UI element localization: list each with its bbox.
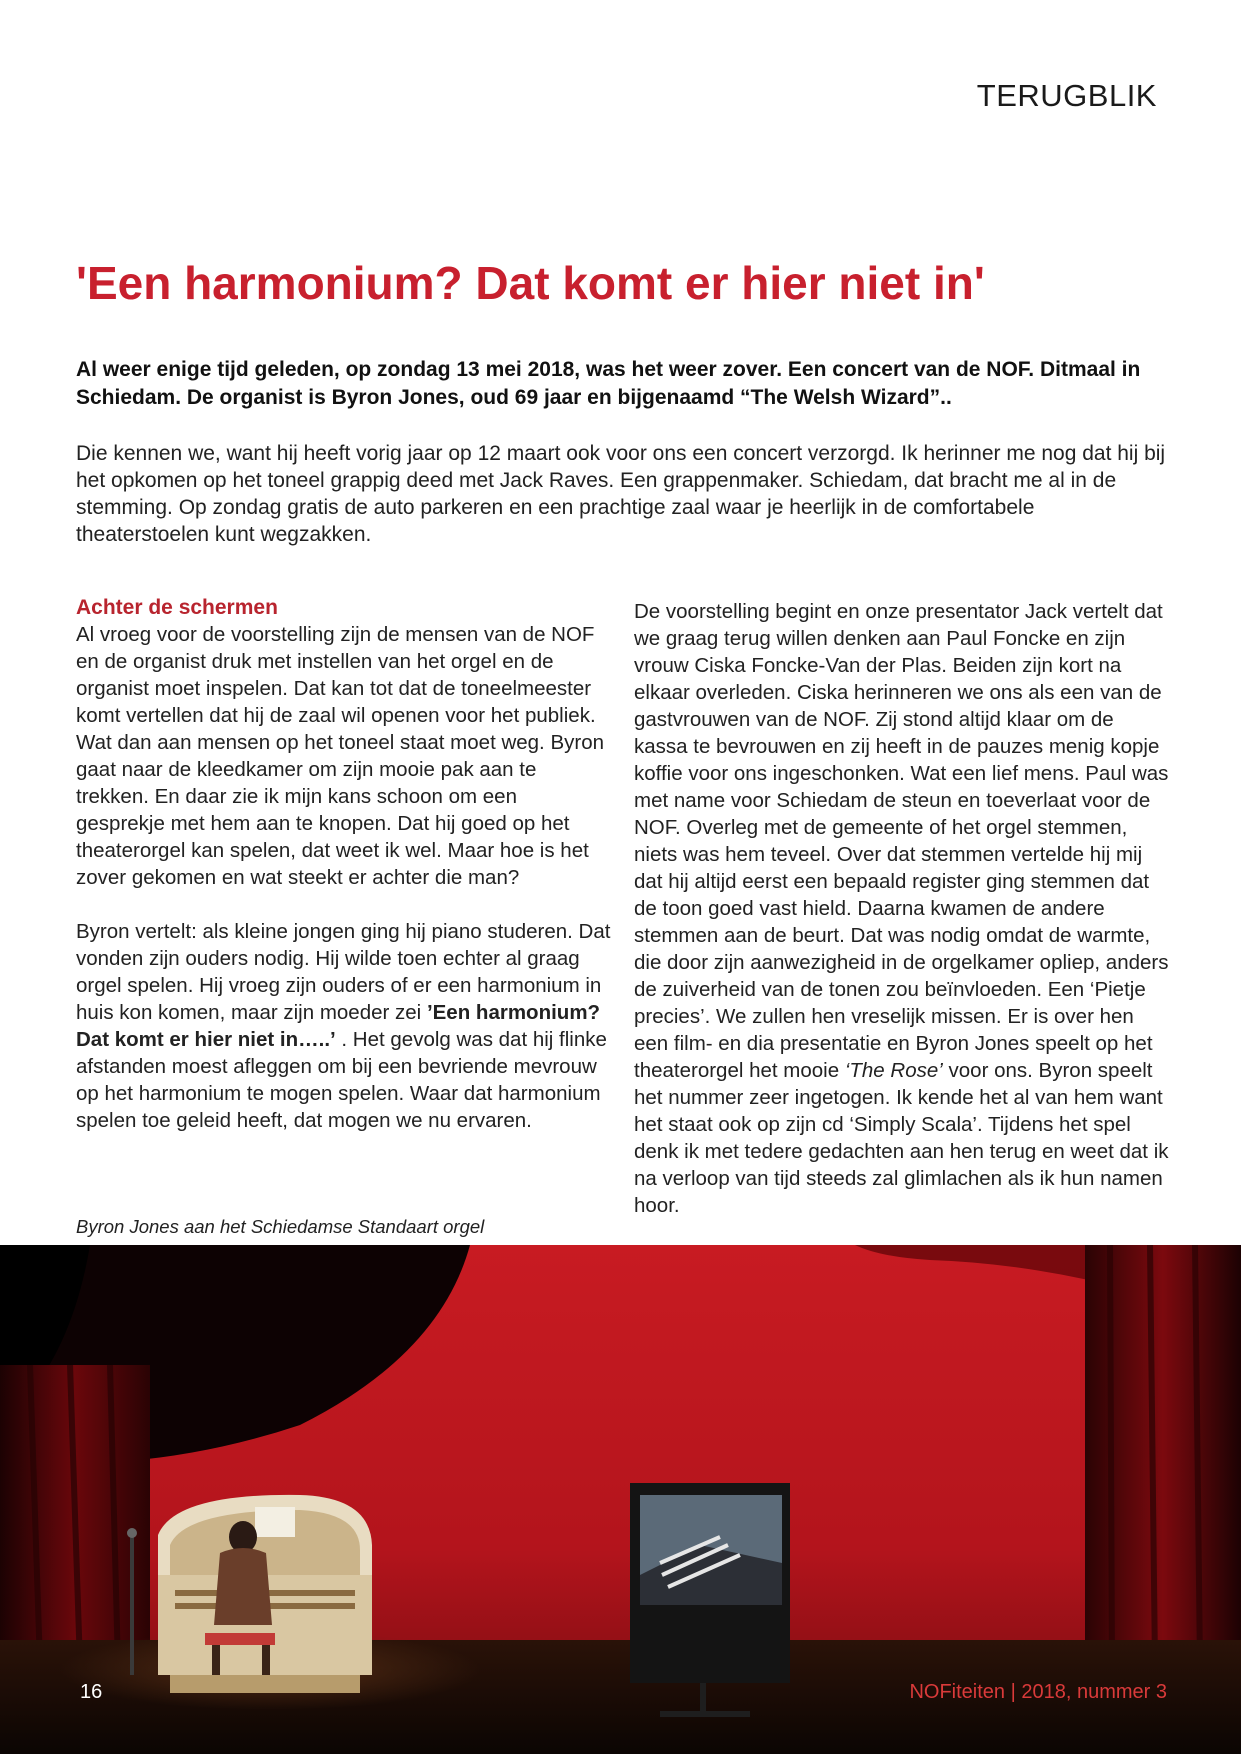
section-label: TERUGBLIK [976,78,1157,113]
page-number: 16 [80,1681,103,1703]
left-paragraph-2 [76,918,611,1134]
projection-screen [630,1483,790,1717]
article-lead: Die kennen we, want hij heeft vorig jaar op 12 maart ook voor ons een concert verzorgd. Ik herinner me nog dat hij bij het opkomen op het toneel grappig deed met Jack Raves. Een grappenmaker. Schiedam, dat bracht me al in de stemming. Op zondag gratis de auto parkeren en een prachtige zaal waar je heerlijk in de comfortabele theaterstoelen kunt wegzakken. [76,442,1166,546]
left-paragraph-1: Al vroeg voor de voorstelling zijn de mensen van de NOF en de organist druk met instellen van het orgel en de organist moet inspelen. Dat kan tot dat de toneelmeester komt vertellen dat hij de zaal wil openen voor het publiek. Wat dan aan mensen op het toneel staat moet weg. Byron gaat naar de kleedkamer om zijn mooie pak aan te trekken. En daar zie ik mijn kans schoon om een gesprekje met hem aan te knopen. Dat hij goed op het theaterorgel kan spelen, dat weet ik wel. Maar hoe is het zover gekomen en wat steekt er achter die man? [76,623,605,889]
right-paragraph [634,598,1169,1219]
article-title: 'Een harmonium? Dat komt er hier niet in' [76,257,985,309]
left-column [76,594,611,1161]
left-paragraph-2-start: Byron vertelt: als kleine jongen ging hij piano studeren. Dat vonden zijn ouders nodig. Hij wilde toen echter al graag orgel spelen. Hij vroeg zijn ouders of er een harmonium in huis kon komen, maar zijn moeder zei [76,920,611,1024]
right-paragraph-end: voor ons. Byron speelt het nummer zeer ingetogen. Ik kende het al van hem want het staat ook op zijn cd ‘Simply Scala’. Tijdens het spel denk ik met tedere gedachten aan hen terug en weet dat ik na verloop van tijd steeds zal glimlachen als ik hun namen hoor. [634,1059,1169,1217]
stage-photo [0,1245,1241,1754]
subheading: Achter de schermen [76,596,278,619]
song-title: ‘The Rose’ [844,1059,943,1082]
article-intro: Al weer enige tijd geleden, op zondag 13 mei 2018, was het weer zover. Een concert van de NOF. Ditmaal in Schiedam. De organist is Byron Jones, oud 69 jaar en bijgenaamd “The Welsh Wizard”.. [76,358,1141,409]
harmonium-quote: ’Een harmonium? Dat komt er hier niet in…..’ [76,1001,601,1051]
right-paragraph-start: De voorstelling begint en onze presentator Jack vertelt dat we graag terug willen denken aan Paul Foncke en zijn vrouw Ciska Foncke-Van der Plas. Beiden zijn kort na elkaar overleden. Ciska herinneren we ons als een van de gastvrouwen van de NOF. Zij stond altijd klaar om de kassa te bevrouwen en zij heeft in de pauzes menig kopje koffie voor ons ingeschonken. Wat een lief mens. Paul was met name voor Schiedam de steun en toeverlaat voor de NOF. Overleg met de gemeente of het orgel stemmen, niets was hem teveel. Over dat stemmen vertelde hij mij dat hij altijd eerst een bepaald register ging stemmen dat de toon goed vast hield. Daarna kwamen de andere stemmen aan de beurt. Dat was nodig omdat de warmte, die door zijn aanwezigheid in de orgelkamer opliep, anders de zuiverheid van de tonen zou beïnvloeden. Een ‘Pietje precies’. We zullen hen vreselijk missen. Er is over hen een film- en dia presentatie en Byron Jones speelt op het theaterorgel het mooie [634,600,1169,1082]
publication-footer: NOFiteiten | 2018, nummer 3 [909,1681,1167,1703]
photo-caption: Byron Jones aan het Schiedamse Standaart orgel [76,1216,485,1237]
right-column [634,598,1169,1246]
left-paragraph-2-end: . Het gevolg was dat hij flinke afstanden moest afleggen om bij een bevriende mevrouw op het harmonium te mogen spelen. Waar dat harmonium spelen toe geleid heeft, dat mogen we nu ervaren. [76,1028,607,1132]
